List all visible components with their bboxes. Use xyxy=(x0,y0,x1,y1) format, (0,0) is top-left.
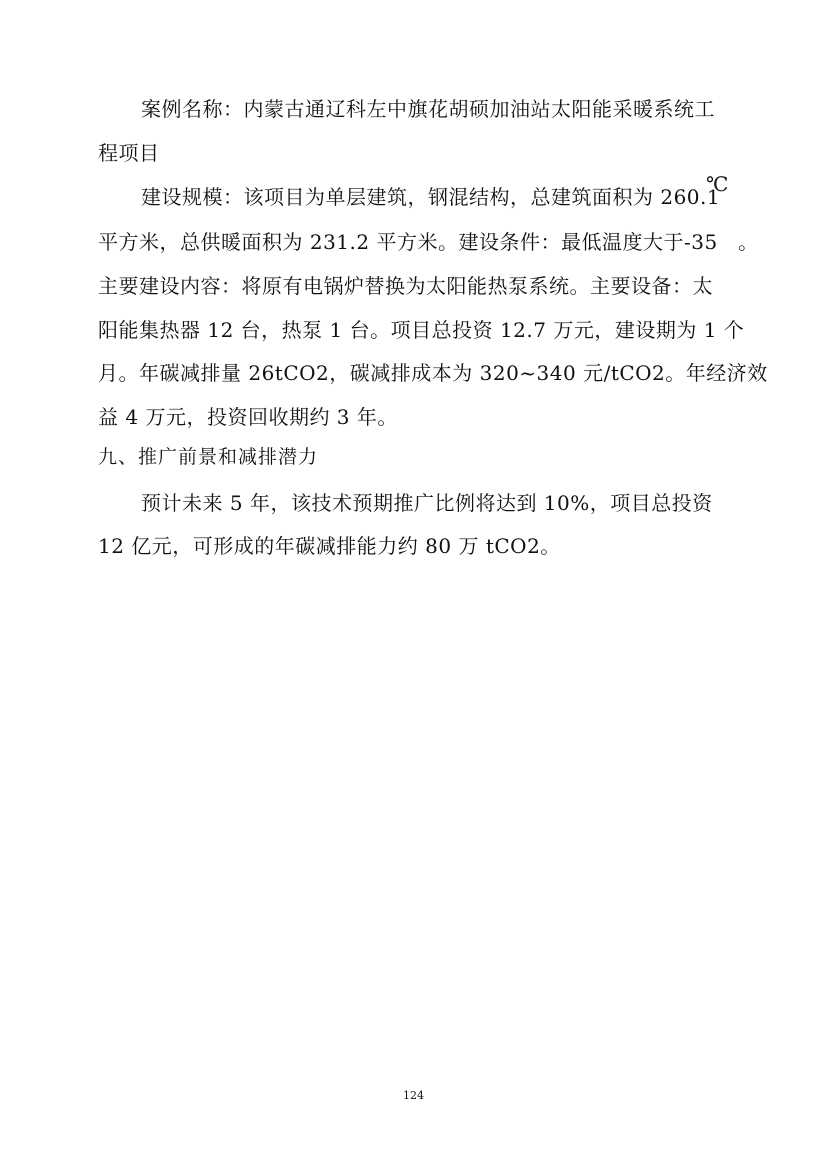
case-name-line-2: 程项目 xyxy=(98,141,160,165)
celsius-symbol: ℃ xyxy=(706,172,729,196)
section-paragraph-line-2: 12 亿元，可形成的年碳减排能力约 80 万 tCO2。 xyxy=(98,534,561,558)
scale-line-4: 阳能集热器 12 台，热泵 1 台。项目总投资 12.7 万元，建设期为 1 个 xyxy=(98,318,745,342)
section-heading: 九、推广前景和减排潜力 xyxy=(98,446,319,468)
scale-line-1: 建设规模：该项目为单层建筑，钢混结构，总建筑面积为 260.1 xyxy=(141,185,721,209)
case-name-line-1: 案例名称：内蒙古通辽科左中旗花胡硕加油站太阳能采暖系统工 xyxy=(141,97,715,121)
section-paragraph-line-1: 预计未来 5 年，该技术预期推广比例将达到 10%，项目总投资 xyxy=(141,491,713,515)
page-number: 124 xyxy=(403,1089,424,1102)
scale-line-6: 益 4 万元，投资回收期约 3 年。 xyxy=(98,405,398,429)
scale-line-5: 月。年碳减排量 26tCO2，碳减排成本为 320~340 元/tCO2。年经济效 xyxy=(98,361,768,385)
scale-line-3: 主要建设内容：将原有电锅炉替换为太阳能热泵系统。主要设备：太 xyxy=(98,274,713,298)
scale-line-2: 平方米，总供暖面积为 231.2 平方米。建设条件：最低温度大于-35 。 xyxy=(98,230,759,254)
